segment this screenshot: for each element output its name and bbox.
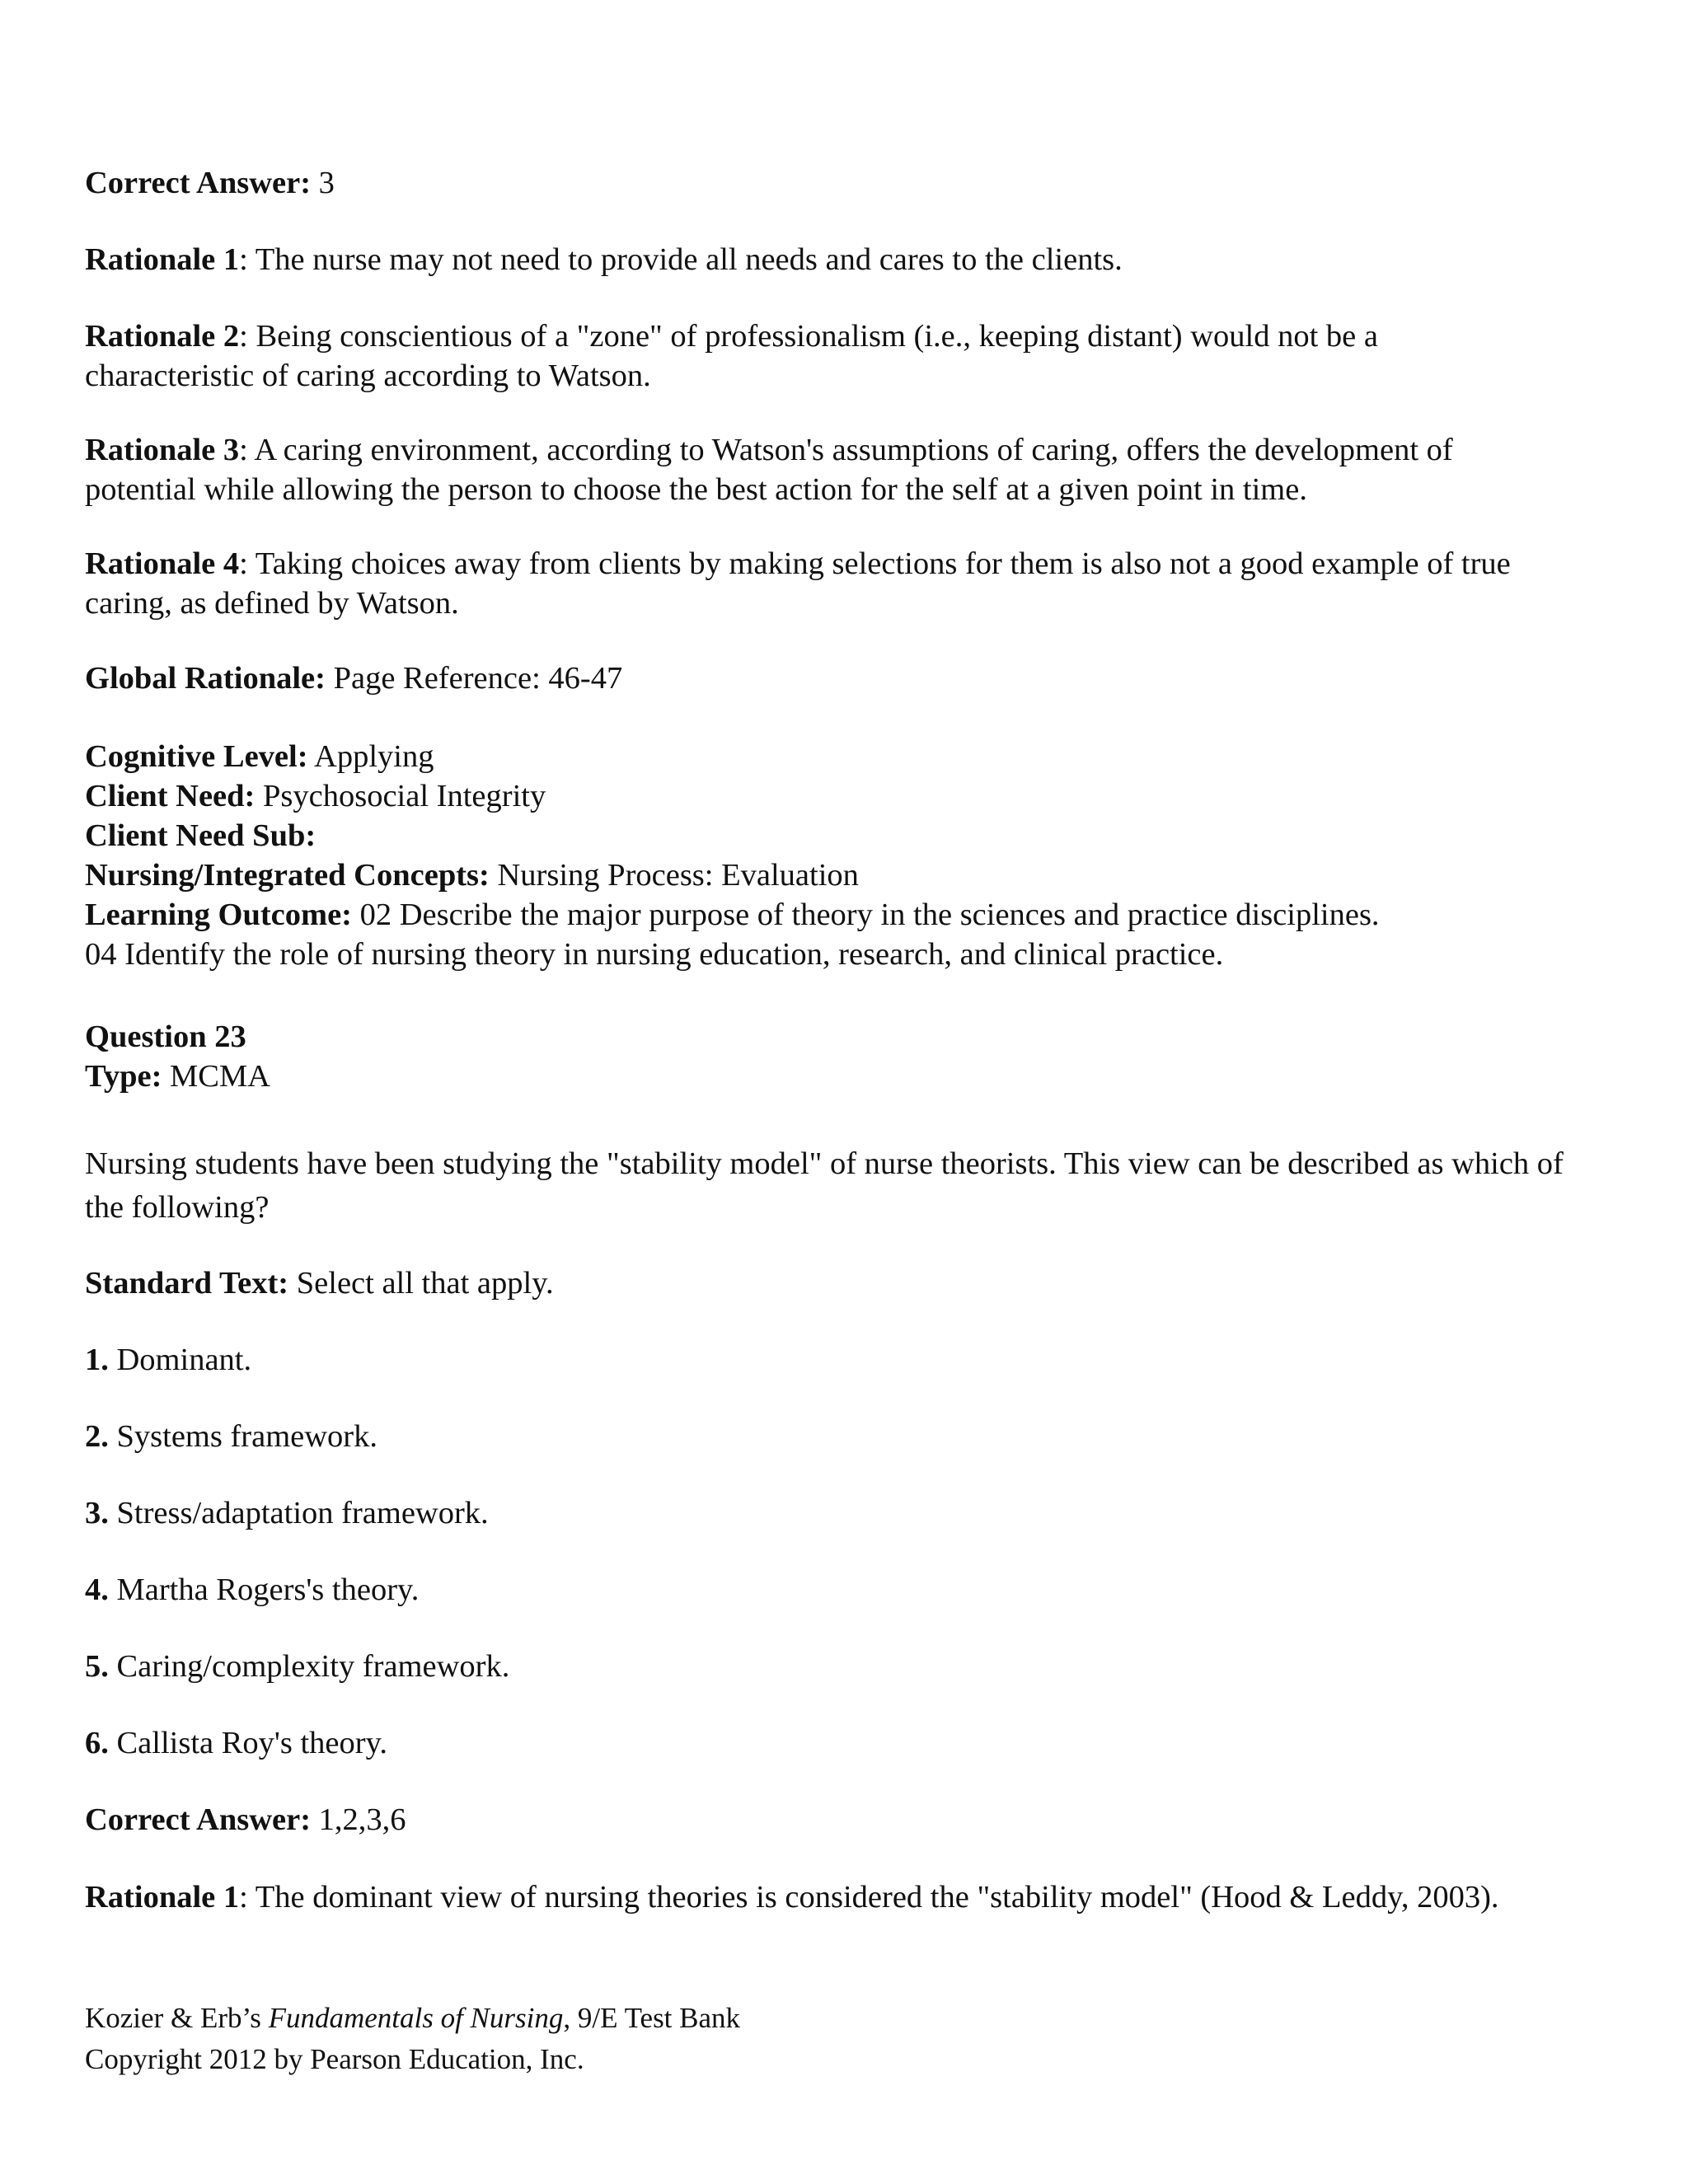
client-need [85, 776, 1601, 816]
option-number: 2. [85, 1419, 109, 1454]
client-need-sub [85, 816, 1601, 855]
rationale-text: : Being conscientious of a "zone" of professionalism (i.e., keeping distant) would not be a characteristic of caring according to Watson. [85, 319, 1378, 393]
option-5 [85, 1647, 1601, 1686]
footer-suffix: , 9/E Test Bank [563, 2002, 741, 2034]
cognitive-level [85, 737, 1601, 776]
option-3 [85, 1493, 1601, 1533]
option-4 [85, 1570, 1601, 1610]
rationale-2-prev [85, 316, 1486, 396]
question-header [85, 1017, 1601, 1096]
option-number: 3. [85, 1496, 109, 1530]
global-rationale-label: Global Rationale: [85, 661, 326, 696]
rationale-label: Rationale 1 [85, 1880, 240, 1915]
global-rationale [85, 658, 1601, 698]
standard-text [85, 1263, 1601, 1303]
nursing-concepts-value: Nursing Process: Evaluation [489, 858, 859, 893]
correct-answer-label: Correct Answer: [85, 1802, 312, 1837]
cognitive-level-label: Cognitive Level: [85, 739, 308, 774]
question-type-value: MCMA [162, 1059, 270, 1094]
option-text: Martha Rogers's theory. [108, 1572, 420, 1607]
correct-answer-prev [85, 163, 1601, 203]
learning-outcome-value: 02 Describe the major purpose of theory in the sciences and practice disciplines. [352, 898, 1380, 932]
document-page [85, 0, 1601, 2184]
correct-answer-value: 1,2,3,6 [311, 1802, 406, 1837]
rationale-text: : The dominant view of nursing theories is considered the "stability model" (Hood & Leddy, 2003). [239, 1880, 1499, 1915]
standard-text-label: Standard Text: [85, 1266, 289, 1301]
footer-prefix: Kozier & Erb’s [85, 2002, 269, 2034]
footer-book-line [85, 1998, 1601, 2039]
learning-outcome [85, 895, 1601, 935]
rationale-text: : A caring environment, according to Watson's assumptions of caring, offers the development of potential while allowing the person to choose the best action for the self at a given point in time. [85, 433, 1453, 507]
standard-text-value: Select all that apply. [288, 1266, 554, 1301]
option-6 [85, 1723, 1601, 1763]
option-1 [85, 1340, 1601, 1380]
footer-book-title: Fundamentals of Nursing [268, 2002, 564, 2034]
correct-answer-value: 3 [311, 166, 335, 200]
option-number: 5. [85, 1649, 109, 1684]
option-number: 1. [85, 1343, 109, 1377]
correct-answer-label: Correct Answer: [85, 166, 312, 200]
option-2 [85, 1417, 1601, 1456]
question-title: Question 23 [85, 1019, 246, 1054]
rationale-4-prev [85, 544, 1593, 623]
correct-answer [85, 1800, 1601, 1840]
option-number: 4. [85, 1572, 109, 1607]
rationale-3-prev [85, 430, 1560, 509]
option-text: Caring/complexity framework. [108, 1649, 510, 1684]
global-rationale-value: Page Reference: 46-47 [325, 661, 623, 696]
learning-outcome-label: Learning Outcome: [85, 898, 352, 932]
footer-copyright: Copyright 2012 by Pearson Education, Inc. [85, 2043, 584, 2075]
option-text: Stress/adaptation framework. [108, 1496, 489, 1530]
rationale-label: Rationale 1 [85, 242, 240, 277]
option-text: Dominant. [108, 1343, 252, 1377]
rationale-text: : The nurse may not need to provide all needs and cares to the clients. [239, 242, 1123, 277]
rationale-text: : Taking choices away from clients by making selections for them is also not a good example of true caring, as defined by Watson. [85, 546, 1511, 621]
question-stem: Nursing students have been studying the "stability model" of nurse theorists. This view can be described as which of the following? [85, 1146, 1564, 1225]
rationale-label: Rationale 3 [85, 433, 240, 467]
client-need-value: Psychosocial Integrity [255, 779, 546, 813]
learning-outcome-2: 04 Identify the role of nursing theory in nursing education, research, and clinical practice. [85, 937, 1224, 972]
question-type-label: Type: [85, 1059, 162, 1094]
rationale-label: Rationale 2 [85, 319, 240, 354]
nursing-concepts-label: Nursing/Integrated Concepts: [85, 858, 490, 893]
option-text: Callista Roy's theory. [108, 1726, 387, 1760]
client-need-label: Client Need: [85, 779, 256, 813]
rationale-1 [85, 1877, 1601, 1917]
rationale-label: Rationale 4 [85, 546, 240, 581]
cognitive-level-value: Applying [307, 739, 434, 774]
option-number: 6. [85, 1726, 109, 1760]
nursing-concepts [85, 855, 1601, 895]
page-footer [85, 1998, 1601, 2080]
rationale-1-prev [85, 240, 1601, 279]
option-text: Systems framework. [108, 1419, 377, 1454]
client-need-sub-label: Client Need Sub: [85, 818, 316, 853]
question-type [85, 1057, 1601, 1096]
question-metadata [85, 737, 1601, 974]
